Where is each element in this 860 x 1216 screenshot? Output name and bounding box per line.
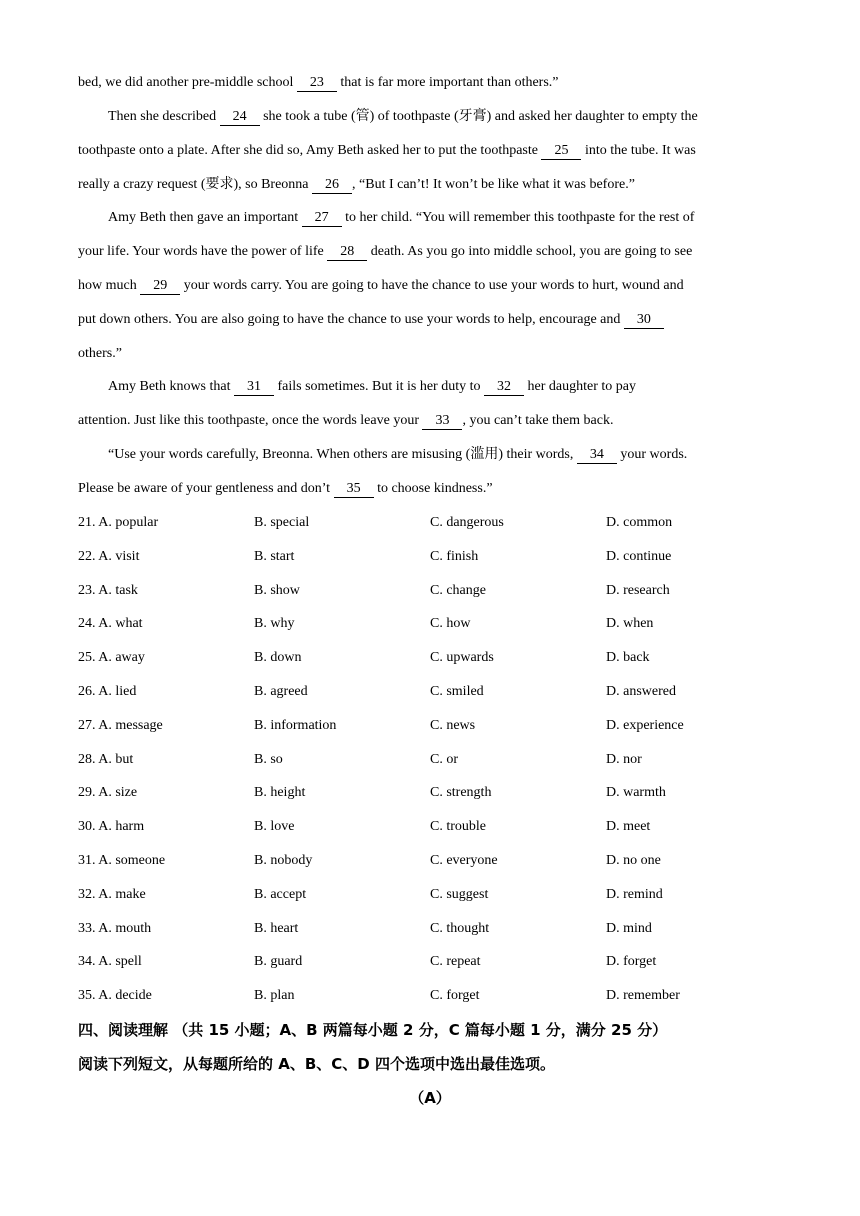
passage-text: attention. Just like this toothpaste, once the words leave your [78,413,423,428]
section-instruction: 阅读下列短文，从每题所给的 A、B、C、D 四个选项中选出最佳选项。 [78,1055,555,1073]
q22-option-a: 22. A. visit [78,549,140,564]
q26-option-a: 26. A. lied [78,684,137,699]
passage-line [108,378,812,396]
passage-text: into the tube. It was [581,143,696,158]
passage-text: Then she described [108,109,220,124]
passage-text: bed, we did another pre-middle school [78,75,297,90]
passage-line [108,446,812,464]
q29-option-a: 29. A. size [78,785,138,800]
q29-option-b: B. height [254,785,306,800]
passage-line [78,176,782,194]
passage-text: really a crazy request (要求), so Breonna [78,177,313,192]
passage-text: your words. [616,447,688,462]
passage-text: your life. Your words have the power of life [78,244,328,259]
passage-line [78,345,782,363]
q32-option-a: 32. A. make [78,887,146,902]
q27-option-d: D. experience [606,718,684,733]
passage-line [78,311,782,329]
q34-option-c: C. repeat [430,954,481,969]
q33-option-b: B. heart [254,921,299,936]
q30-option-a: 30. A. harm [78,819,145,834]
passage-line [78,480,782,498]
q26-option-c: C. smiled [430,684,484,699]
q25-option-d: D. back [606,650,650,665]
q30-option-c: C. trouble [430,819,486,834]
q28-option-a: 28. A. but [78,752,134,767]
passage-text: to choose kindness.” [373,481,493,496]
passage-text: “Use your words carefully, Breonna. When others are misusing (滥用) their words, [108,447,577,462]
passage-text: others.” [78,346,122,361]
blank-29: 29 [140,278,180,295]
q35-option-a: 35. A. decide [78,988,152,1003]
blank-27: 27 [302,210,342,227]
blank-30: 30 [624,312,664,329]
blank-34: 34 [577,447,617,464]
passage-text: to her child. “You will remember this toothpaste for the rest of [341,210,695,225]
passage-line [78,74,782,92]
q25-option-c: C. upwards [430,650,494,665]
passage-line [78,142,782,160]
q23-option-d: D. research [606,583,670,598]
q33-option-a: 33. A. mouth [78,921,152,936]
q22-option-b: B. start [254,549,295,564]
q32-option-b: B. accept [254,887,307,902]
q24-option-d: D. when [606,616,654,631]
q33-option-d: D. mind [606,921,652,936]
blank-24: 24 [220,109,260,126]
part-label: （A） [409,1089,451,1107]
q26-option-d: D. answered [606,684,676,699]
passage-line [108,108,812,126]
passage-text: her daughter to pay [524,379,636,394]
blank-26: 26 [312,177,352,194]
passage-line [78,243,782,261]
section-title: 四、阅读理解 （共 15 小题；A、B 两篇每小题 2 分，C 篇每小题 1 分，满分 25 分） [78,1021,668,1039]
q30-option-d: D. meet [606,819,651,834]
q24-option-a: 24. A. what [78,616,143,631]
q27-option-a: 27. A. message [78,718,163,733]
q31-option-a: 31. A. someone [78,853,166,868]
passage-text: your words carry. You are going to have the chance to use your words to hurt, wound and [180,278,684,293]
blank-32: 32 [484,379,524,396]
q21-option-b: B. special [254,515,310,530]
passage-line [108,209,812,227]
q31-option-d: D. no one [606,853,661,868]
passage-line [78,277,782,295]
q31-option-c: C. everyone [430,853,498,868]
q32-option-d: D. remind [606,887,663,902]
passage-text: toothpaste onto a plate. After she did so, Amy Beth asked her to put the toothpaste [78,143,542,158]
q28-option-d: D. nor [606,752,642,767]
q23-option-c: C. change [430,583,486,598]
q25-option-b: B. down [254,650,302,665]
passage-text: , “But I can’t! It won’t be like what it was before.” [352,177,635,192]
passage-text: she took a tube (管) of toothpaste (牙膏) and asked her daughter to empty the [259,109,698,124]
q23-option-b: B. show [254,583,300,598]
q31-option-b: B. nobody [254,853,313,868]
passage-text: , you can’t take them back. [462,413,614,428]
q35-option-b: B. plan [254,988,295,1003]
passage-text: Amy Beth then gave an important [108,210,302,225]
q35-option-c: C. forget [430,988,480,1003]
q28-option-b: B. so [254,752,283,767]
blank-35: 35 [334,481,374,498]
q33-option-c: C. thought [430,921,490,936]
q21-option-a: 21. A. popular [78,515,159,530]
q28-option-c: C. or [430,752,458,767]
q21-option-c: C. dangerous [430,515,504,530]
q32-option-c: C. suggest [430,887,489,902]
q34-option-b: B. guard [254,954,303,969]
q21-option-d: D. common [606,515,673,530]
q24-option-c: C. how [430,616,471,631]
q24-option-b: B. why [254,616,295,631]
q27-option-c: C. news [430,718,476,733]
blank-31: 31 [234,379,274,396]
blank-25: 25 [541,143,581,160]
passage-text: that is far more important than others.” [336,75,559,90]
passage-text: fails sometimes. But it is her duty to [274,379,484,394]
passage-text: how much [78,278,141,293]
passage-text: Amy Beth knows that [108,379,234,394]
q26-option-b: B. agreed [254,684,308,699]
blank-33: 33 [422,413,462,430]
q35-option-d: D. remember [606,988,680,1003]
q29-option-c: C. strength [430,785,492,800]
q25-option-a: 25. A. away [78,650,145,665]
blank-28: 28 [327,244,367,261]
q34-option-a: 34. A. spell [78,954,142,969]
q22-option-d: D. continue [606,549,672,564]
q27-option-b: B. information [254,718,337,733]
q30-option-b: B. love [254,819,295,834]
passage-text: death. As you go into middle school, you are going to see [367,244,693,259]
passage-line [78,412,782,430]
q34-option-d: D. forget [606,954,657,969]
q29-option-d: D. warmth [606,785,666,800]
passage-text: put down others. You are also going to have the chance to use your words to help, encourage and [78,312,624,327]
blank-23: 23 [297,75,337,92]
passage-text: Please be aware of your gentleness and don’t [78,481,334,496]
q23-option-a: 23. A. task [78,583,138,598]
q22-option-c: C. finish [430,549,479,564]
